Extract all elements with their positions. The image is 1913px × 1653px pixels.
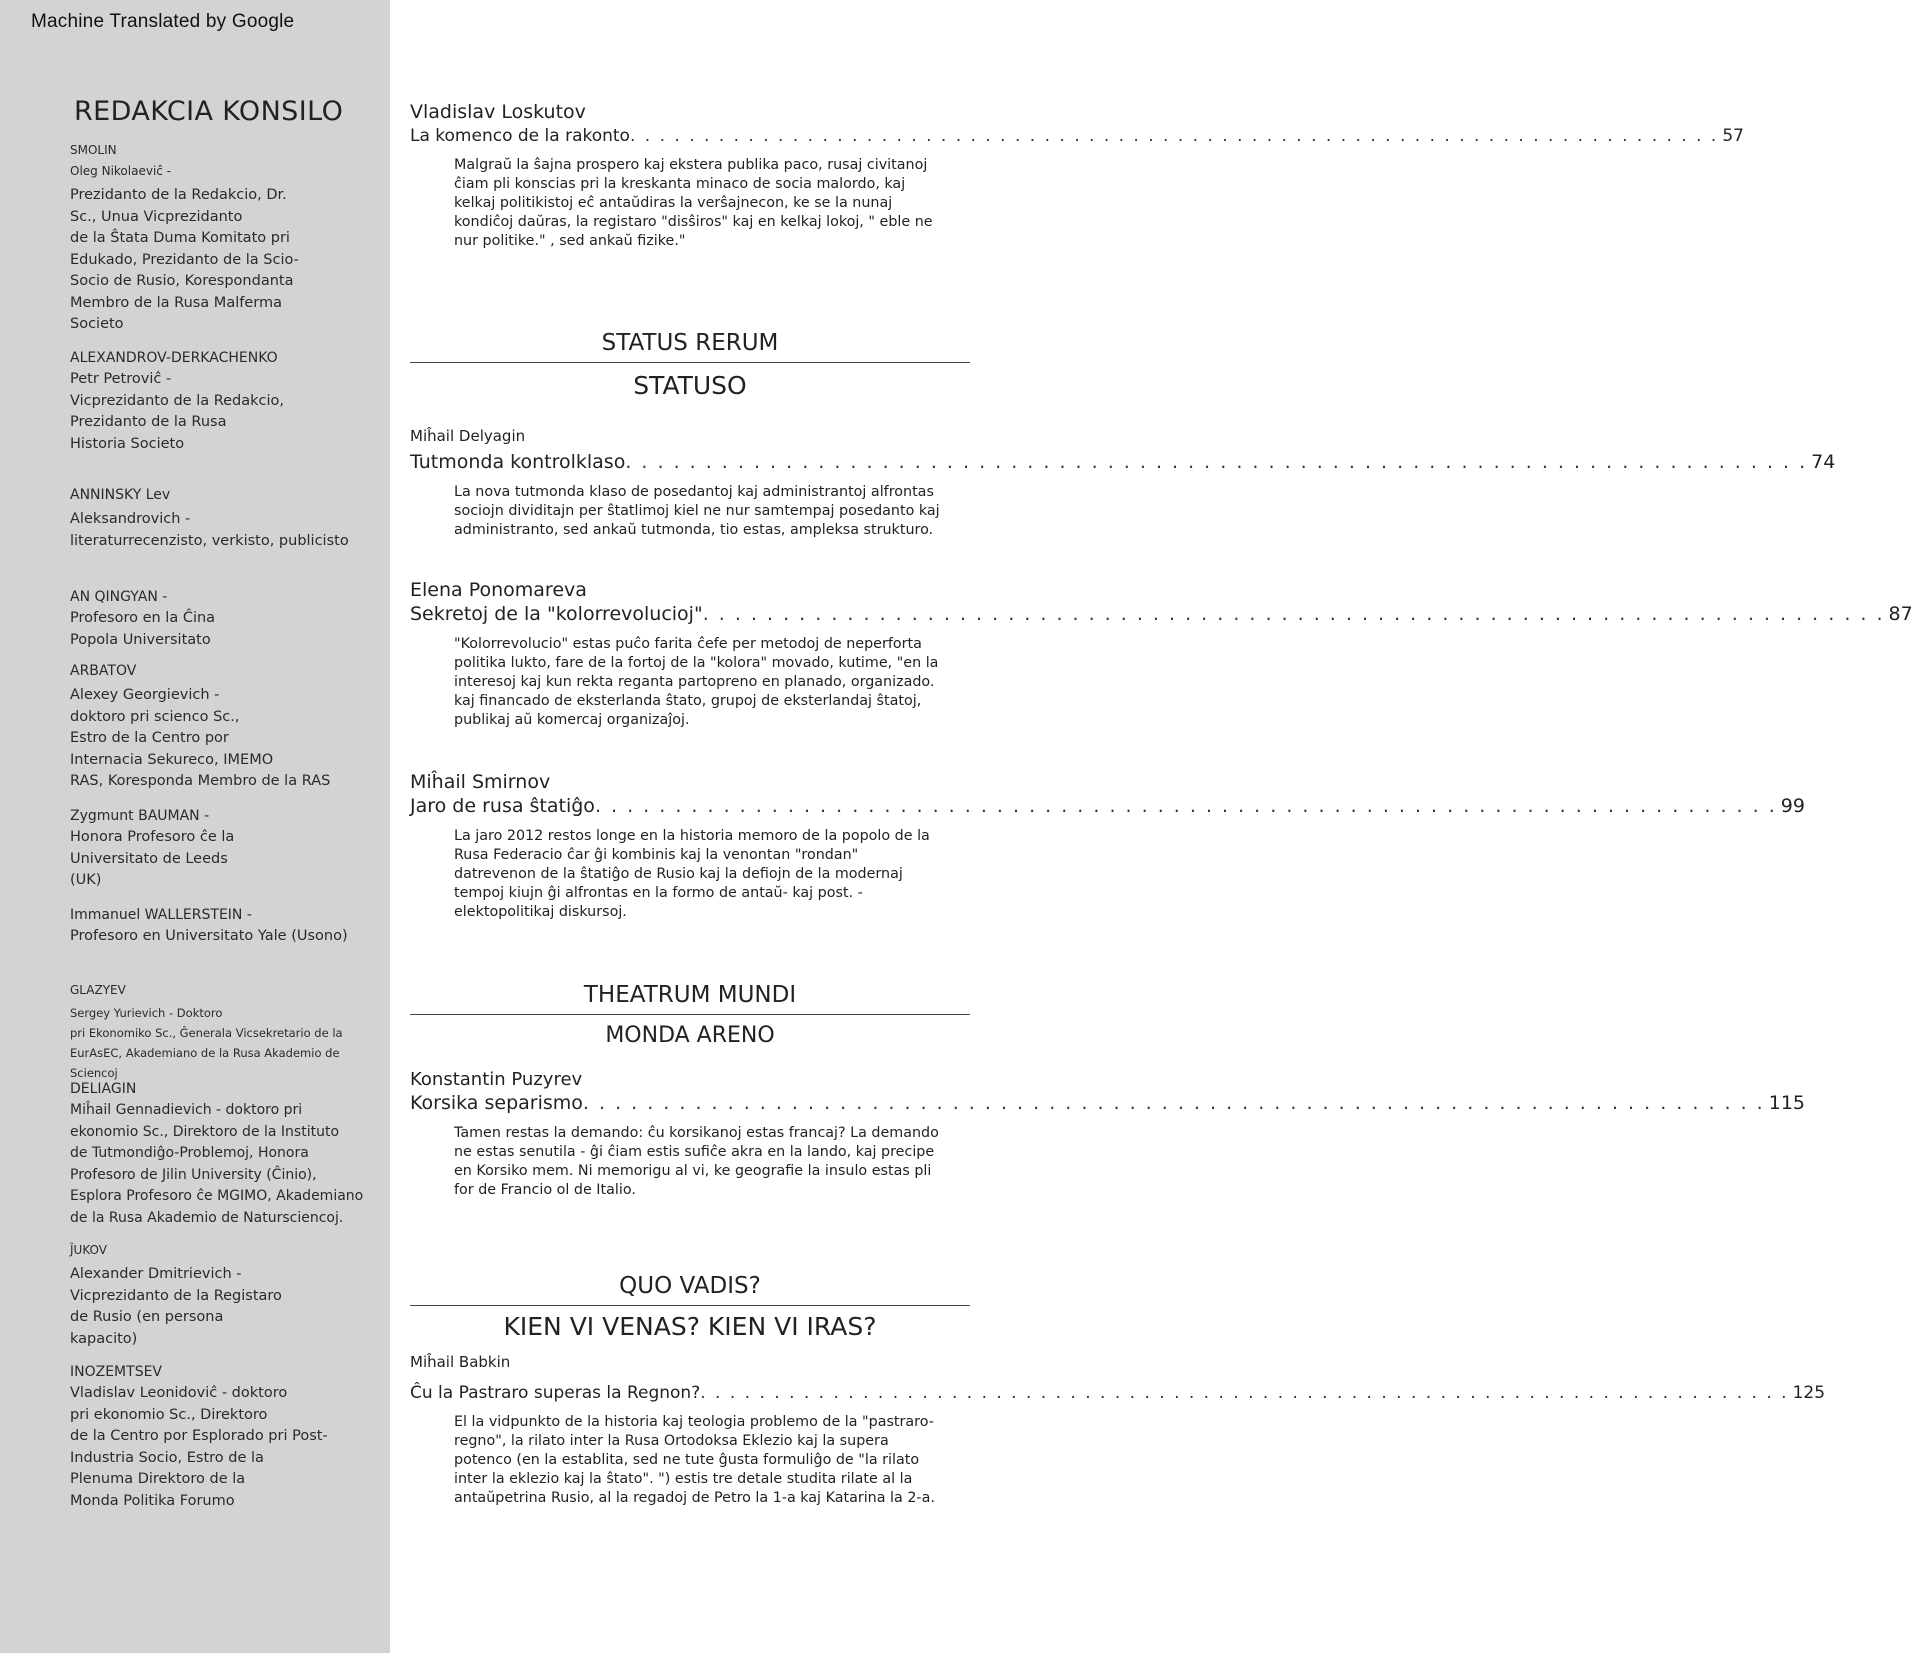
article-abstract: "Kolorrevolucio" estas puĉo farita ĉefe per metodoj de neperforta politika lukto, fare de la fortoj de la "kolora" movado, kutime, "en la interesoj kaj kun rekta reganta partopreno en planado, organizado. kaj financado de eksterlanda ŝtato, grupoj de eksterlandaj ŝtatoj, publikaj aŭ komercaj organizaĵoj.	[454, 636, 939, 728]
member-name: ARBATOV	[70, 663, 137, 679]
section-esperanto-title: STATUSO	[633, 371, 747, 400]
article-abstract: La jaro 2012 restos longe en la historia memoro de la popolo de la Rusa Federacio ĉar ĝi kombinis kaj la venontan "rondan" datrevenon de la ŝtatiĝo de Rusio kaj la defiojn de la modernaj tempoj kiujn ĝi alfrontas en la formo de antaŭ- kaj post. -elektopolitikaj diskursoj.	[454, 828, 930, 920]
leader-dots: . . . . . . . . . . . . . . . . . . . . . . . . . . . . . . . . . . . . . . . . . . . . . . . . . . . . . . . . . . . . . . . . . . . . . . . . . .	[702, 603, 1885, 625]
article-abstract: El la vidpunkto de la historia kaj teologia problemo de la "pastraro-regno", la rilato inter la Rusa Ortodoksa Eklezio kaj la supera potenco (en la establita, sed ne tute ĝusta formuliĝo de "la rilato inter la eklezio kaj la ŝtato". ") estis tre detale studita rilate al la antaŭpetrina Rusio, al la regadoj de Petro la 1-a kaj Katarina la 2-a.	[454, 1414, 935, 1506]
section-latin-title: THEATRUM MUNDI	[583, 982, 797, 1008]
member-description: Profesoro en Universitato Yale (Usono)	[70, 928, 348, 944]
article-author: Konstantin Puzyrev	[410, 1069, 583, 1090]
member-name: ALEXANDROV-DERKACHENKO	[70, 350, 278, 366]
toc-entry	[410, 1069, 1805, 1200]
section-divider	[410, 362, 970, 363]
article-author: Elena Ponomareva	[410, 579, 587, 601]
leader-dots: . . . . . . . . . . . . . . . . . . . . . . . . . . . . . . . . . . . . . . . . . . . . . . . . . . . . . . . . . . . . . . . . . . . . . . . . . .	[594, 795, 1777, 817]
section-divider	[410, 1014, 970, 1015]
toc-line[interactable]	[410, 1092, 1805, 1114]
member-description: Profesoro en la Ĉina Popola Universitato	[70, 610, 216, 648]
toc-line[interactable]	[410, 603, 1913, 625]
board-member	[70, 348, 370, 455]
page-number: 99	[1780, 795, 1805, 817]
article-title[interactable]: Jaro de rusa ŝtatiĝo	[410, 795, 595, 817]
toc-entry	[410, 101, 1744, 251]
toc-line[interactable]	[410, 126, 1744, 146]
member-description: Sergey Yurievich - Doktoro pri Ekonomiko Sc., Ĝenerala Vicsekretario de la EurAsEC, Akademiano de la Rusa Akademio de Sciencoj	[70, 1006, 343, 1080]
section-latin-title: QUO VADIS?	[619, 1273, 761, 1299]
member-description: Vladislav Leonidoviĉ - doktoro pri ekonomio Sc., Direktoro de la Centro por Esplorado pri Post- Industria Socio, Estro de la Plenuma Direktoro de la Monda Politika Forumo	[70, 1385, 328, 1509]
article-author: Miĥail Smirnov	[410, 771, 551, 793]
page-number: 115	[1768, 1092, 1805, 1114]
member-name: SMOLIN	[70, 143, 117, 157]
article-title[interactable]: Tutmonda kontrolklaso	[410, 451, 626, 473]
board-member	[70, 806, 370, 892]
section-latin-title: STATUS RERUM	[601, 330, 779, 356]
board-member	[70, 485, 370, 552]
toc-line[interactable]	[410, 795, 1805, 817]
board-member	[70, 1240, 370, 1350]
member-name: DELIAGIN	[70, 1081, 137, 1097]
leader-dots: . . . . . . . . . . . . . . . . . . . . . . . . . . . . . . . . . . . . . . . . . . . . . . . . . . . . . . . . . . . . . . . . . . . . . . . . . .	[582, 1092, 1765, 1114]
article-author: Miĥail Delyagin	[410, 427, 526, 445]
member-description: Alexey Georgievich - doktoro pri scienco Sc., Estro de la Centro por Internacia Sekureco, IMEMO RAS, Koresponda Membro de la RAS	[70, 687, 331, 789]
machine-translation-notice: Machine Translated by Google	[31, 11, 295, 32]
board-member	[70, 1362, 370, 1512]
article-author: Miĥail Babkin	[410, 1353, 511, 1371]
member-description: Miĥail Gennadievich - doktoro pri ekonomio Sc., Direktoro de la Instituto de Tutmondiĝo-Problemoj, Honora Profesoro de Jilin University (Ĉinio), Esplora Profesoro ĉe MGIMO, Akademiano de la Rusa Akademio de Natursciencoj.	[70, 1102, 364, 1226]
board-member	[70, 661, 370, 793]
page-number: 74	[1811, 451, 1836, 473]
section-divider	[410, 1305, 970, 1306]
toc-line[interactable]	[410, 1383, 1826, 1403]
editorial-board-title: REDAKCIA KONSILO	[74, 96, 344, 127]
article-title[interactable]: Korsika separismo	[410, 1092, 583, 1114]
toc-entry	[410, 579, 1913, 730]
board-member	[70, 140, 370, 336]
member-name: ANNINSKY Lev	[70, 487, 171, 503]
member-description: Prezidanto de la Redakcio, Dr. Sc., Unua Vicprezidanto de la Ŝtata Duma Komitato pri Edukado, Prezidanto de la Scio- Socio de Rusio, Korespondanta Membro de la Rusa Malferma Societo	[70, 187, 299, 332]
toc-entry	[410, 771, 1805, 922]
member-description: Petr Petroviĉ - Vicprezidanto de la Redakcio, Prezidanto de la Rusa Historia Societo	[70, 371, 285, 452]
section-heading	[410, 1273, 970, 1341]
member-name: Zygmunt BAUMAN -	[70, 808, 210, 824]
page-number: 125	[1792, 1383, 1826, 1403]
board-member	[70, 587, 370, 651]
page-number: 57	[1722, 126, 1744, 146]
article-abstract: La nova tutmonda klaso de posedantoj kaj administrantoj alfrontas sociojn dividitajn per ŝtatlimoj kiel ne nur samtempaj posedanto kaj administranto, sed ankaŭ tutmonda, tio estas, ampleksa strukturo.	[454, 484, 940, 538]
section-heading	[410, 330, 970, 400]
page-number: 87	[1888, 603, 1913, 625]
section-esperanto-title: KIEN VI VENAS? KIEN VI IRAS?	[503, 1312, 877, 1341]
section-heading	[410, 982, 970, 1048]
member-name: AN QINGYAN -	[70, 589, 168, 605]
leader-dots: . . . . . . . . . . . . . . . . . . . . . . . . . . . . . . . . . . . . . . . . . . . . . . . . . . . . . . . . . . . . . . . . . . . . . . . . . .	[700, 1383, 1789, 1403]
member-description: Alexander Dmitrievich - Vicprezidanto de la Registaro de Rusio (en persona kapacito)	[70, 1266, 282, 1347]
article-abstract: Malgraŭ la ŝajna prospero kaj ekstera publika paco, rusaj civitanoj ĉiam pli konscias pri la kreskanta minaco de socia malordo, kaj kelkaj politikistoj eĉ antaŭdiras la verŝajnecon, ke se la nunaj kondiĉoj daŭras, la registaro "disŝiros" kaj en kelkaj lokoj, " eble ne nur politike." , sed ankaŭ fizike."	[454, 157, 933, 249]
member-name: INOZEMTSEV	[70, 1364, 162, 1380]
member-description: Honora Profesoro ĉe la Universitato de Leeds (UK)	[70, 829, 235, 888]
article-abstract: Tamen restas la demando: ĉu korsikanoj estas francaj? La demando ne estas senutila - ĝi ĉiam estis sufiĉe akra en la lando, kaj precipe en Korsiko mem. Ni memorigu al vi, ke geografie la insulo estas pli for de Francio ol de Italio.	[454, 1125, 939, 1198]
article-title[interactable]: Ĉu la Pastraro superas la Regnon?	[410, 1383, 701, 1403]
leader-dots: . . . . . . . . . . . . . . . . . . . . . . . . . . . . . . . . . . . . . . . . . . . . . . . . . . . . . . . . . . . . . . . . . . . . . . . . . .	[625, 451, 1808, 473]
toc-entry	[410, 1353, 1826, 1508]
leader-dots: . . . . . . . . . . . . . . . . . . . . . . . . . . . . . . . . . . . . . . . . . . . . . . . . . . . . . . . . . . . . . . . . . . . . . . . . . .	[629, 126, 1719, 146]
article-title[interactable]: La komenco de la rakonto	[410, 126, 630, 146]
board-member	[70, 905, 370, 948]
member-subname: Oleg Nikolaeviĉ -	[70, 164, 172, 178]
article-author: Vladislav Loskutov	[410, 101, 586, 123]
member-description: Aleksandrovich - literaturrecenzisto, verkisto, publicisto	[70, 511, 349, 549]
section-esperanto-title: MONDA ARENO	[605, 1023, 775, 1048]
toc-entry	[410, 427, 1836, 540]
board-member	[70, 1079, 380, 1229]
toc-line[interactable]	[410, 451, 1836, 473]
member-name: GLAZYEV	[70, 983, 126, 997]
board-member	[70, 980, 380, 1083]
member-name: Immanuel WALLERSTEIN -	[70, 907, 252, 923]
article-title[interactable]: Sekretoj de la "kolorrevolucioj"	[410, 603, 703, 625]
member-name: ĴUKOV	[70, 1243, 107, 1257]
